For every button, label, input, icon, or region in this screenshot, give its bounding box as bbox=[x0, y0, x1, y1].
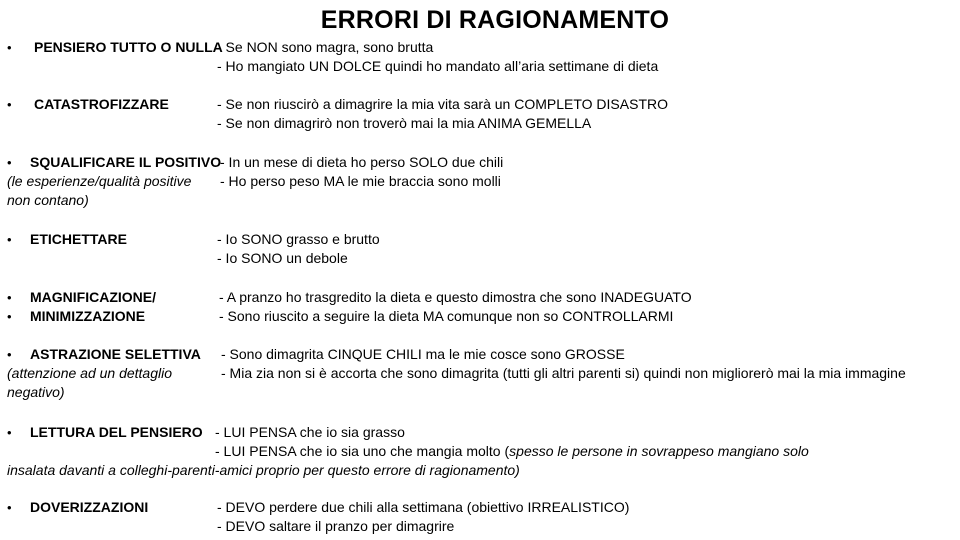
section-label-pensiero-tutto-o-nulla: PENSIERO TUTTO O NULLA bbox=[34, 39, 223, 55]
section-note: (attenzione ad un dettaglio bbox=[7, 365, 173, 381]
section-label-catastrofizzare: CATASTROFIZZARE bbox=[34, 96, 169, 112]
example-line: - Ho perso peso MA le mie braccia sono molli bbox=[220, 173, 501, 189]
inline-note-continuation: insalata davanti a colleghi-parenti-amici proprio per questo errore di ragionamento) bbox=[7, 462, 520, 478]
example-line: - In un mese di dieta ho perso SOLO due chili bbox=[220, 154, 504, 170]
bullet-icon: • bbox=[7, 155, 12, 170]
bullet-icon: • bbox=[7, 309, 12, 324]
bullet-icon: • bbox=[7, 425, 12, 440]
example-line-with-note bbox=[215, 442, 809, 461]
example-line: - DEVO saltare il pranzo per dimagrire bbox=[217, 518, 455, 534]
bullet-icon: • bbox=[7, 40, 12, 55]
bullet-icon: • bbox=[7, 290, 12, 305]
section-label-magnificazione: MAGNIFICAZIONE/ bbox=[30, 289, 156, 305]
example-line: - DEVO perdere due chili alla settimana (obiettivo IRREALISTICO) bbox=[217, 499, 630, 515]
example-line: - LUI PENSA che io sia grasso bbox=[215, 424, 405, 440]
section-label-etichettare: ETICHETTARE bbox=[30, 231, 127, 247]
example-line: - Se NON sono magra, sono brutta bbox=[217, 39, 434, 55]
example-line: - Ho mangiato UN DOLCE quindi ho mandato all’aria settimane di dieta bbox=[217, 58, 659, 74]
section-note: negativo) bbox=[7, 384, 65, 400]
section-label-astrazione-selettiva: ASTRAZIONE SELETTIVA bbox=[30, 346, 201, 362]
example-line: - A pranzo ho trasgredito la dieta e questo dimostra che sono INADEGUATO bbox=[219, 289, 692, 305]
slide-title: ERRORI DI RAGIONAMENTO bbox=[320, 6, 670, 34]
example-line: - Io SONO grasso e brutto bbox=[217, 231, 380, 247]
section-note: (le esperienze/qualità positive bbox=[7, 173, 192, 189]
bullet-icon: • bbox=[7, 97, 12, 112]
bullet-icon: • bbox=[7, 500, 12, 515]
section-label-lettura-del-pensiero: LETTURA DEL PENSIERO bbox=[30, 424, 203, 440]
inline-note: spesso le persone in sovrappeso mangiano solo bbox=[509, 443, 809, 459]
example-line: - Se non dimagrirò non troverò mai la mia ANIMA GEMELLA bbox=[217, 115, 592, 131]
example-line: - Sono riuscito a seguire la dieta MA comunque non so CONTROLLARMI bbox=[219, 308, 674, 324]
section-label-minimizzazione: MINIMIZZAZIONE bbox=[30, 308, 146, 324]
section-note: non contano) bbox=[7, 192, 89, 208]
example-line: - Mia zia non si è accorta che sono dimagrita (tutti gli altri parenti si) quindi non migliorerò mai la mia immagine bbox=[221, 365, 906, 381]
bullet-icon: • bbox=[7, 347, 12, 362]
example-line: - Se non riuscirò a dimagrire la mia vita sarà un COMPLETO DISASTRO bbox=[217, 96, 669, 112]
section-label-doverizzazioni: DOVERIZZAZIONI bbox=[30, 499, 149, 515]
bullet-icon: • bbox=[7, 232, 12, 247]
example-line: - Sono dimagrita CINQUE CHILI ma le mie cosce sono GROSSE bbox=[221, 346, 625, 362]
section-label-squalificare-il-positivo: SQUALIFICARE IL POSITIVO bbox=[30, 154, 222, 170]
example-line-text: - LUI PENSA che io sia uno che mangia molto ( bbox=[215, 443, 510, 459]
example-line: - Io SONO un debole bbox=[217, 250, 348, 266]
